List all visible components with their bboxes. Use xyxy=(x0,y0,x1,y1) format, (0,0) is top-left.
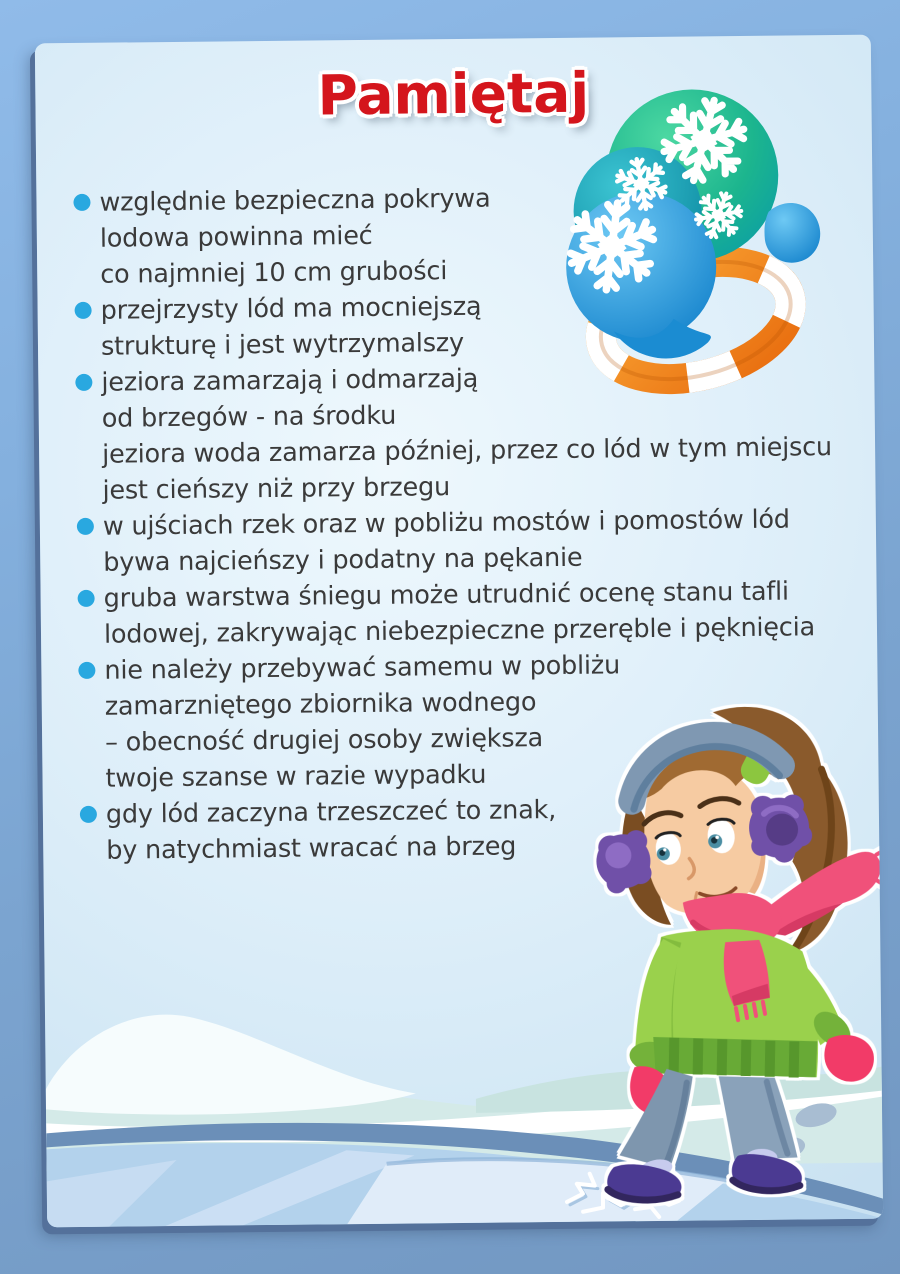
tip-text xyxy=(100,285,865,365)
list-item xyxy=(77,573,868,653)
bullet-dot-icon xyxy=(80,806,97,823)
tip-text xyxy=(103,501,868,581)
tip-line: nie należy przebywać samemu w pobliżu xyxy=(104,650,621,686)
tip-line: względnie bezpieczna pokrywa xyxy=(99,183,491,218)
list-item xyxy=(74,285,865,365)
poster-panel xyxy=(35,35,883,1228)
tip-text xyxy=(99,177,864,293)
tip-line: bywa najcieńszy i podatny na pękanie xyxy=(103,542,583,578)
tip-line: przejrzysty lód ma mocniejszą xyxy=(100,291,482,326)
tip-line: twoje szanse w razie wypadku xyxy=(105,759,487,794)
page-title: Pamiętaj xyxy=(317,60,590,128)
tip-line: od brzegów - na środku xyxy=(101,400,397,434)
bullet-dot-icon xyxy=(77,518,94,535)
tip-line: w ujściach rzek oraz w pobliżu mostów i pomostów lód xyxy=(102,504,790,542)
list-item xyxy=(75,357,866,509)
tip-line: – obecność drugiej osoby zwiększa xyxy=(104,723,544,758)
bullet-dot-icon xyxy=(75,374,92,391)
tip-text xyxy=(103,573,868,653)
tip-line: jest cieńszy niż przy brzegu xyxy=(102,472,451,506)
list-item xyxy=(73,177,864,293)
tip-line: gdy lód zaczyna trzeszczeć to znak, xyxy=(105,794,557,830)
tip-line: jeziora zamarzają i odmarzają xyxy=(101,363,479,398)
girl-mitten-right xyxy=(824,1035,874,1082)
tip-line: lodowej, zakrywając niebezpieczne przeręble i pęknięcia xyxy=(103,612,816,650)
bullet-dot-icon xyxy=(78,662,95,679)
bullet-dot-icon xyxy=(75,302,92,319)
tip-line: zamarzniętego zbiornika wodnego xyxy=(104,687,537,722)
tip-line: strukturę i jest wytrzymalszy xyxy=(100,327,465,362)
girl-shoe-right xyxy=(732,1154,802,1194)
bullet-dot-icon xyxy=(78,590,95,607)
tip-line: co najmniej 10 cm grubości xyxy=(100,256,448,290)
tip-line: lodowa powinna mieć xyxy=(99,220,373,254)
tip-line: gruba warstwa śniegu może utrudnić ocenę stanu tafli xyxy=(103,576,789,614)
tip-text xyxy=(101,357,866,509)
snow-hill xyxy=(45,1012,416,1116)
girl-on-ice-illustration xyxy=(595,695,883,1228)
tip-line: jeziora woda zamarza później, przez co lód w tym miejscu xyxy=(101,432,833,470)
tip-line: by natychmiast wracać na brzeg xyxy=(106,831,517,866)
bullet-dot-icon xyxy=(73,194,90,211)
list-item xyxy=(77,501,868,581)
